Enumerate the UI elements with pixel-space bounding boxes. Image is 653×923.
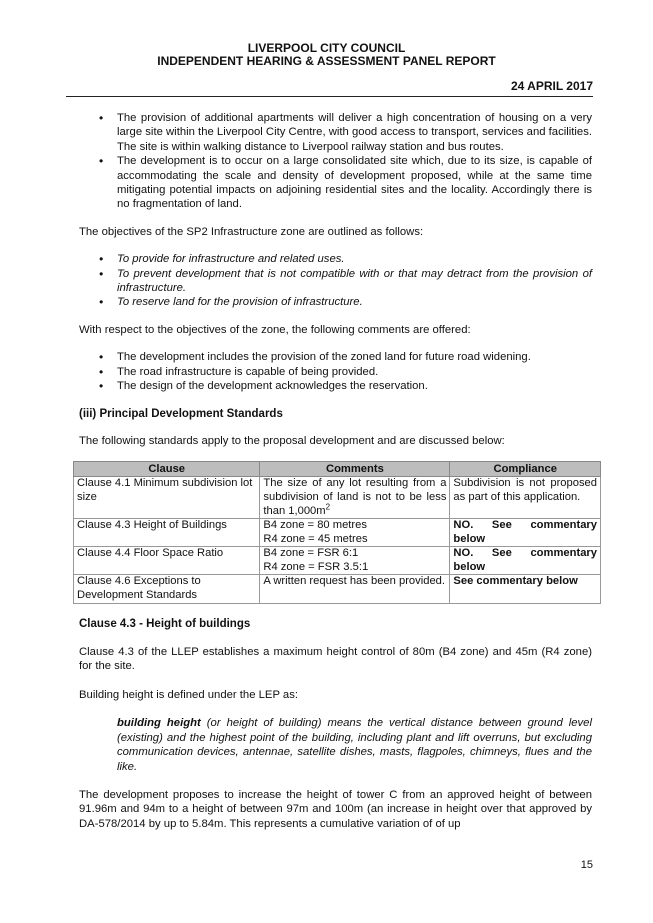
comments-cell <box>260 547 450 575</box>
definition-quote <box>117 716 592 774</box>
council-name: LIVERPOOL CITY COUNCIL <box>247 41 406 55</box>
final-paragraph: The development proposes to increase the height of tower C from an approved height of between 91.96m and 94m to a height of between 97m and 100m (an increase in height over that approved by DA-578/2014 by up to 5.84m. This represents a cumulative variation of of up <box>79 788 592 830</box>
lep-paragraph: Clause 4.3 of the LLEP establishes a maximum height control of 80m (B4 zone) and 45m (R4 zone) for the site. <box>79 646 592 673</box>
list-item: • The development includes the provision of the zoned land for future road widening. <box>79 350 592 364</box>
clause-cell: Clause 4.4 Floor Space Ratio <box>74 547 260 575</box>
table-header-row <box>74 462 601 477</box>
table-row <box>74 477 601 519</box>
clause-heading: Clause 4.3 - Height of buildings <box>79 617 251 630</box>
column-header-compliance: Compliance <box>450 462 601 477</box>
list-item: • To provide for infrastructure and related uses. <box>79 252 592 266</box>
column-header-clause: Clause <box>74 462 260 477</box>
definition-text: (or height of building) means the vertical distance between ground level (existing) and the highest point of the building, including plant and lift overruns, but excluding communication devices, antennae, satellite dishes, masts, flagpoles, chimneys, flues and the like. <box>117 717 592 773</box>
superscript: 2 <box>325 501 331 511</box>
list-item: • The design of the development acknowledges the reservation. <box>79 379 592 393</box>
comments-line: B4 zone = FSR 6:1 <box>263 547 359 560</box>
clause-cell: Clause 4.3 Height of Buildings <box>74 519 260 547</box>
header-divider <box>66 96 593 97</box>
section-heading: (iii) Principal Development Standards <box>79 407 283 420</box>
list-item: • The road infrastructure is capable of being provided. <box>79 365 592 379</box>
comments-list <box>79 350 592 393</box>
comments-cell <box>260 519 450 547</box>
list-item: • The development is to occur on a large consolidated site which, due to its size, is capable of accommodating the scale and density of development proposed, while at the same time mitigating potential impacts on adjoining residential sites and the locality. Accordingly there is no fragmentation of land. <box>79 154 592 212</box>
comments-intro: With respect to the objectives of the zone, the following comments are offered: <box>79 323 471 336</box>
compliance-cell: NO. See commentary below <box>450 519 601 547</box>
sp2-objectives-list <box>79 252 592 310</box>
clause-cell: Clause 4.6 Exceptions to Development Standards <box>74 575 260 603</box>
compliance-cell: NO. See commentary below <box>450 547 601 575</box>
table-row <box>74 519 601 547</box>
column-header-comments: Comments <box>260 462 450 477</box>
comments-line: R4 zone = FSR 3.5:1 <box>263 560 369 573</box>
table-row <box>74 547 601 575</box>
comments-text: The size of any lot resulting from a subdivision of land is not to be less than 1,000m <box>263 477 447 517</box>
list-item: • To reserve land for the provision of infrastructure. <box>79 295 592 309</box>
page-number: 15 <box>580 859 593 871</box>
compliance-cell: See commentary below <box>450 575 601 603</box>
list-item: • To prevent development that is not compatible with or that may detract from the provision of infrastructure. <box>79 267 592 296</box>
table-row <box>74 575 601 603</box>
comments-cell <box>260 477 450 519</box>
compliance-cell: Subdivision is not proposed as part of this application. <box>450 477 601 519</box>
clause-cell: Clause 4.1 Minimum subdivision lot size <box>74 477 260 519</box>
list-item: • The provision of additional apartments will deliver a high concentration of housing on a very large site within the Liverpool City Centre, with good access to transport, services and facilities. The site is within walking distance to Liverpool railway station and bus routes. <box>79 111 592 154</box>
report-body <box>77 111 597 831</box>
definition-intro: Building height is defined under the LEP as: <box>79 688 298 701</box>
report-date: 24 APRIL 2017 <box>510 79 593 93</box>
definition-term: building height <box>117 717 201 730</box>
intro-bullet-list <box>79 111 592 212</box>
comments-line: R4 zone = 45 metres <box>263 532 368 545</box>
standards-table <box>73 461 601 603</box>
report-title: INDEPENDENT HEARING & ASSESSMENT PANEL REPORT <box>157 54 496 68</box>
comments-line: B4 zone = 80 metres <box>263 519 367 532</box>
sp2-intro: The objectives of the SP2 Infrastructure zone are outlined as follows: <box>79 225 424 238</box>
comments-cell: A written request has been provided. <box>260 575 450 603</box>
standards-intro: The following standards apply to the proposal development and are discussed below: <box>79 434 505 447</box>
